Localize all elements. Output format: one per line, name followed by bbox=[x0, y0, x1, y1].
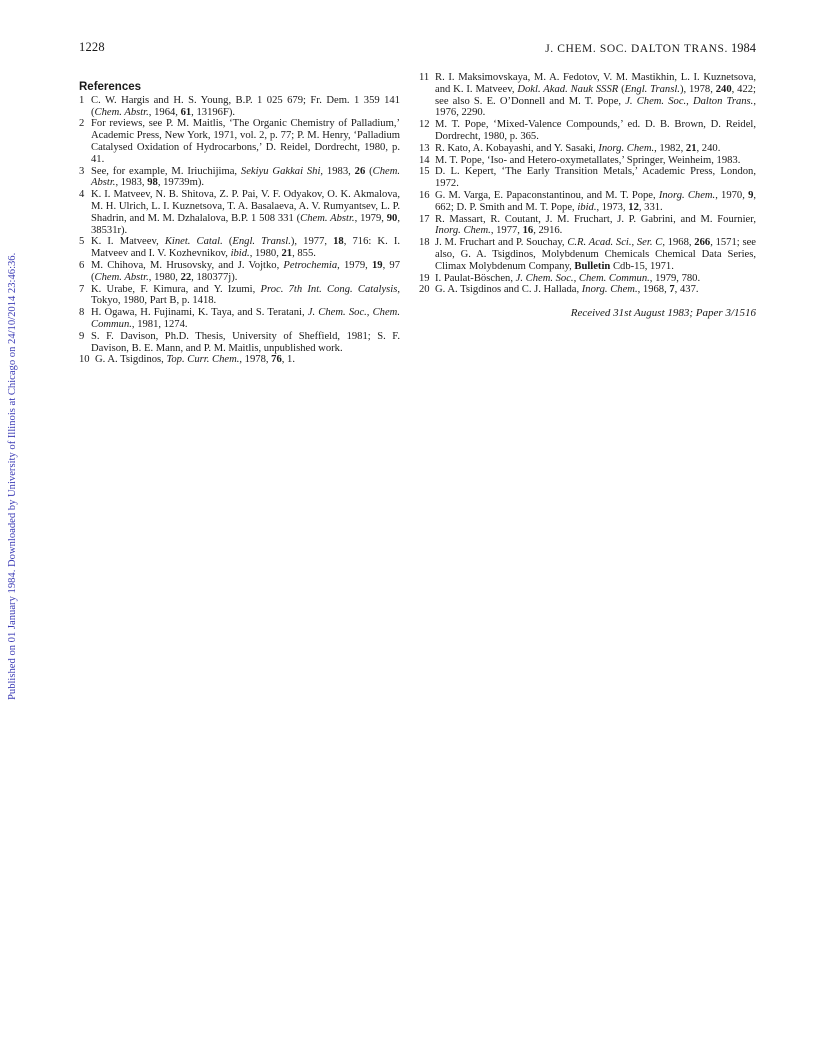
reference-number: 6 bbox=[79, 259, 85, 271]
reference-4 bbox=[79, 189, 400, 236]
reference-text: K. Urabe, F. Kimura, and Y. Izumi, Proc. 7th Int. Cong. Catalysis, Tokyo, 1980, Part B, p. 1418. bbox=[91, 283, 401, 307]
reference-number: 5 bbox=[79, 236, 85, 248]
reference-text: M. Chihova, M. Hrusovsky, and J. Vojtko, Petrochemia, 1979, 19, 97 (Chem. Abstr., 1980, 22, 180377j). bbox=[91, 259, 400, 283]
reference-2 bbox=[79, 118, 400, 165]
reference-text: C. W. Hargis and H. S. Young, B.P. 1 025 679; Fr. Dem. 1 359 141 (Chem. Abstr., 1964, 61, 13196F). bbox=[91, 94, 400, 118]
running-head bbox=[545, 41, 756, 56]
reference-15 bbox=[419, 166, 756, 190]
reference-number: 10 bbox=[79, 354, 90, 366]
reference-text: K. I. Matveev, N. B. Shitova, Z. P. Pai, V. F. Odyakov, O. K. Akmalova, M. H. Ulrich, L. I. Kuznetsova, T. A. Basalaeva, A. V. Rumyantsev, L. P. Shadrin, and M. M. Dzhalalova, B.P. 1 508 331 (Chem. Abstr., 1979, 90, 38531r). bbox=[91, 189, 400, 236]
reference-number: 16 bbox=[419, 189, 430, 201]
reference-14 bbox=[419, 155, 756, 167]
reference-text: J. M. Fruchart and P. Souchay, C.R. Acad. Sci., Ser. C, 1968, 266, 1571; see also, G. A. Tsigdinos, Molybdenum Chemicals Chemical Data Series, Climax Molybdenum Company, Bulletin Cdb-15, 1971. bbox=[435, 237, 756, 272]
reference-text: S. F. Davison, Ph.D. Thesis, University of Sheffield, 1981; S. F. Davison, B. E. Mann, and P. M. Maitlis, unpublished work. bbox=[91, 330, 400, 354]
reference-number: 2 bbox=[79, 118, 85, 130]
references-list-right bbox=[419, 72, 756, 296]
references-right-column bbox=[419, 72, 756, 320]
reference-19 bbox=[419, 273, 756, 285]
reference-1 bbox=[79, 95, 400, 119]
reference-17 bbox=[419, 214, 756, 238]
reference-6 bbox=[79, 260, 400, 284]
journal-name: J. CHEM. SOC. DALTON TRANS. bbox=[545, 43, 728, 55]
reference-text: G. M. Varga, E. Papaconstantinou, and M. T. Pope, Inorg. Chem., 1970, 9, 662; D. P. Smith and M. T. Pope, ibid., 1973, 12, 331. bbox=[435, 189, 757, 213]
references-left-column bbox=[79, 72, 400, 366]
reference-number: 11 bbox=[419, 72, 430, 83]
reference-number: 9 bbox=[79, 330, 85, 342]
reference-number: 15 bbox=[419, 166, 430, 178]
reference-text: H. Ogawa, H. Fujinami, K. Taya, and S. Teratani, J. Chem. Soc., Chem. Commun., 1981, 1274. bbox=[91, 307, 400, 330]
reference-13 bbox=[419, 143, 756, 155]
references-list-left bbox=[79, 95, 400, 366]
reference-number: 1 bbox=[79, 94, 85, 106]
page-number: 1228 bbox=[79, 40, 105, 54]
reference-3 bbox=[79, 166, 400, 190]
reference-text: See, for example, M. Iriuchijima, Sekiyu Gakkai Shi, 1983, 26 (Chem. Abstr., 1983, 98, 19739m). bbox=[91, 165, 400, 189]
reference-text: M. T. Pope, ‘Mixed-Valence Compounds,’ ed. D. B. Brown, D. Reidel, Dordrecht, 1980, p. 365. bbox=[435, 119, 756, 142]
reference-number: 3 bbox=[79, 165, 85, 177]
reference-text: R. Massart, R. Coutant, J. M. Fruchart, J. P. Gabrini, and M. Fournier, Inorg. Chem., 1977, 16, 2916. bbox=[435, 213, 756, 237]
download-stamp-text: Published on 01 January 1984. Downloaded by University of Illinois at Chicago on 24/10/2014 23:46:36. bbox=[7, 252, 18, 700]
reference-number: 7 bbox=[79, 283, 85, 295]
reference-9 bbox=[79, 331, 400, 355]
download-stamp bbox=[7, 220, 19, 700]
reference-number: 8 bbox=[79, 307, 85, 319]
reference-10 bbox=[79, 354, 400, 366]
reference-number: 4 bbox=[79, 189, 85, 201]
reference-number: 18 bbox=[419, 237, 430, 249]
reference-number: 19 bbox=[419, 272, 430, 284]
reference-text: For reviews, see P. M. Maitlis, ‘The Organic Chemistry of Palladium,’ Academic Press, New York, 1971, vol. 2, p. 77; P. M. Henry, ‘Palladium Catalysed Oxidation of Hydrocarbons,’ D. Reidel, Dordrecht, 1980, p. 41. bbox=[91, 118, 400, 165]
reference-5 bbox=[79, 236, 400, 260]
reference-16 bbox=[419, 190, 756, 214]
reference-number: 12 bbox=[419, 119, 430, 131]
received-line: Received 31st August 1983; Paper 3/1516 bbox=[570, 307, 756, 320]
reference-number: 17 bbox=[419, 213, 430, 225]
reference-8 bbox=[79, 307, 400, 331]
reference-text: R. I. Maksimovskaya, M. A. Fedotov, V. M. Mastikhin, L. I. Kuznetsova, and K. I. Matveev, Dokl. Akad. Nauk SSSR (Engl. Transl.), 1978, 240, 422; see also S. E. O’Donnell and M. T. Pope, J. Chem. Soc., Dalton Trans., 1976, 2290. bbox=[435, 72, 756, 119]
references-heading: References bbox=[79, 81, 142, 93]
reference-text: I. Paulat-Böschen, J. Chem. Soc., Chem. Commun., 1979, 780. bbox=[435, 272, 701, 284]
reference-number: 20 bbox=[419, 284, 430, 296]
reference-20 bbox=[419, 284, 756, 296]
reference-12 bbox=[419, 119, 756, 143]
journal-year: 1984 bbox=[731, 41, 756, 55]
reference-7 bbox=[79, 284, 400, 308]
reference-number: 13 bbox=[419, 142, 430, 154]
reference-text: K. I. Matveev, Kinet. Catal. (Engl. Transl.), 1977, 18, 716: K. I. Matveev and I. V. Kozhevnikov, ibid., 1980, 21, 855. bbox=[91, 236, 400, 260]
reference-text: R. Kato, A. Kobayashi, and Y. Sasaki, Inorg. Chem., 1982, 21, 240. bbox=[435, 142, 721, 154]
reference-text: G. A. Tsigdinos, Top. Curr. Chem., 1978, 76, 1. bbox=[95, 354, 295, 366]
reference-11 bbox=[419, 72, 756, 119]
reference-18 bbox=[419, 237, 756, 272]
reference-text: D. L. Kepert, ‘The Early Transition Metals,’ Academic Press, London, 1972. bbox=[435, 166, 756, 190]
reference-text: G. A. Tsigdinos and C. J. Hallada, Inorg. Chem., 1968, 7, 437. bbox=[435, 284, 699, 296]
reference-text: M. T. Pope, ‘Iso- and Hetero-oxymetallates,’ Springer, Weinheim, 1983. bbox=[435, 154, 741, 166]
reference-number: 14 bbox=[419, 154, 430, 166]
